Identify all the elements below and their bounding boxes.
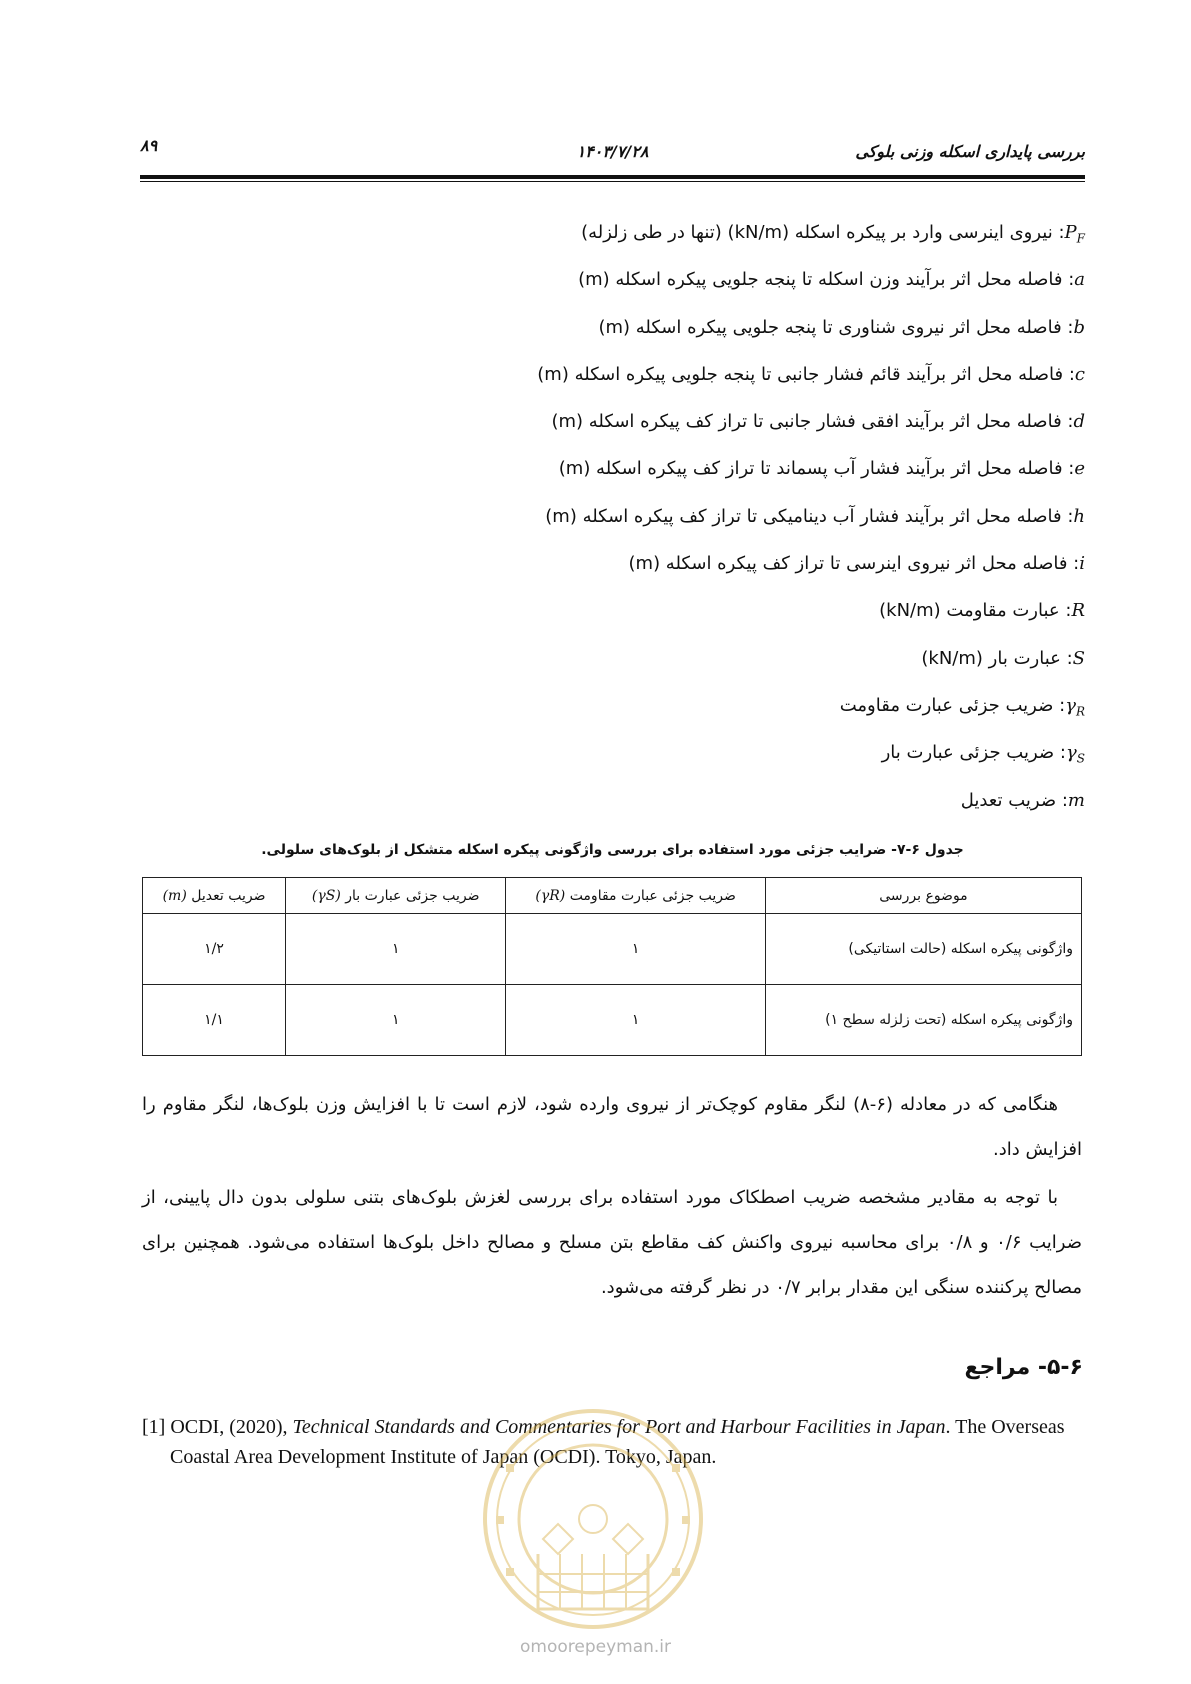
definition-item bbox=[537, 452, 1085, 499]
running-title: بررسی پایداری اسکله وزنی بلوکی bbox=[855, 142, 1085, 161]
definition-symbol: d bbox=[1073, 411, 1085, 433]
table-header-cell: موضوع بررسی bbox=[765, 878, 1081, 914]
reference-entry: [1] OCDI, (2020), Technical Standards and Commentaries for Port and Harbour Facilities in Japan. The Overseas Coastal Area Development Institute of Japan (OCDI). Tokyo, Japan. bbox=[142, 1416, 1065, 1468]
table-caption: جدول ۶-۷- ضرایب جزئی مورد استفاده برای بررسی واژگونی پیکره اسکله متشکل از بلوک‌های سلولی. bbox=[261, 842, 964, 858]
header-date: ۱۴۰۳/۷/۲۸ bbox=[576, 142, 649, 161]
definition-symbol: b bbox=[1073, 316, 1085, 338]
table-header-row bbox=[143, 878, 1082, 914]
definition-text: : نیروی اینرسی وارد بر پیکره اسکله (kN/m) (تنها در طی زلزله) bbox=[581, 222, 1065, 243]
table-cell: ۱/۱ bbox=[143, 985, 286, 1056]
table-row bbox=[143, 914, 1082, 985]
definition-item bbox=[537, 547, 1085, 594]
definition-symbol: e bbox=[1074, 458, 1085, 480]
definition-item bbox=[537, 311, 1085, 358]
definition-symbol: $\gamma_R$ bbox=[1065, 694, 1085, 719]
definition-item bbox=[537, 736, 1085, 783]
table-cell: ۱ bbox=[286, 985, 506, 1056]
definition-text: : فاصله محل اثر برآیند فشار آب دینامیکی تا تراز کف پیکره اسکله (m) bbox=[545, 505, 1074, 527]
definition-symbol: m bbox=[1067, 789, 1085, 811]
definition-item bbox=[537, 263, 1085, 310]
table-cell: ۱/۲ bbox=[143, 914, 286, 985]
definition-item bbox=[537, 642, 1085, 689]
definition-item bbox=[537, 689, 1085, 736]
table-header-cell: ضریب جزئی عبارت بار (γS) bbox=[286, 878, 506, 914]
definition-symbol: $P_F$ bbox=[1064, 222, 1085, 246]
definition-text: : فاصله محل اثر برآیند افقی فشار جانبی تا تراز کف پیکره اسکله (m) bbox=[551, 411, 1074, 433]
definition-symbol: S bbox=[1072, 647, 1085, 669]
table-cell: واژگونی پیکره اسکله (حالت استاتیکی) bbox=[765, 914, 1081, 985]
table-cell: ۱ bbox=[286, 914, 506, 985]
definition-text: : فاصله محل اثر برآیند وزن اسکله تا پنجه جلویی پیکره اسکله (m) bbox=[578, 269, 1075, 291]
definition-symbol: R bbox=[1071, 600, 1085, 622]
table-row bbox=[143, 985, 1082, 1056]
page-number: ۸۹ bbox=[140, 136, 158, 155]
page-header bbox=[140, 128, 1085, 178]
definition-text: : ضریب تعدیل bbox=[960, 789, 1068, 811]
definition-item bbox=[537, 784, 1085, 831]
definition-text: : ضریب جزئی عبارت مقاومت bbox=[839, 694, 1066, 716]
table-cell: ۱ bbox=[506, 914, 766, 985]
header-rule bbox=[140, 175, 1085, 179]
body-paragraph: هنگامی که در معادله (۶-۸) لنگر مقاوم کوچک‌تر از نیروی وارده شود، لازم است تا با افزایش وزن بلوک‌ها، لنگر مقاوم را افزایش داد. bbox=[142, 1094, 1082, 1160]
definition-item bbox=[537, 358, 1085, 405]
body-paragraph: با توجه به مقادیر مشخصه ضریب اصطکاک مورد استفاده برای بررسی لغزش بلوک‌های بتنی سلولی بدون دال پایینی، از ضرایب ۰/۶ و ۰/۸ برای محاسبه نیروی واکنش کف مقاطع بتن مسلح و مصالح داخل بلوک‌ها استفاده می‌شود. همچنین برای مصالح پرکننده سنگی این مقدار برابر ۰/۷ در نظر گرفته می‌شود. bbox=[142, 1187, 1083, 1298]
definition-item bbox=[537, 405, 1085, 452]
definition-item bbox=[537, 216, 1085, 263]
definition-text: : ضریب جزئی عبارت بار bbox=[881, 742, 1066, 764]
definition-symbol: a bbox=[1074, 269, 1085, 291]
definition-item bbox=[537, 594, 1085, 641]
table-header-cell: ضریب جزئی عبارت مقاومت (γR) bbox=[506, 878, 766, 914]
header-rule-thin bbox=[140, 181, 1085, 182]
table-cell: ۱ bbox=[506, 985, 766, 1056]
watermark-logo-icon bbox=[478, 1404, 708, 1674]
definition-text: : فاصله محل اثر برآیند قائم فشار جانبی تا پنجه جلویی پیکره اسکله (m) bbox=[537, 363, 1075, 385]
definition-item bbox=[537, 500, 1085, 547]
definition-symbol: h bbox=[1073, 505, 1085, 527]
definition-text: : فاصله محل اثر نیروی شناوری تا پنجه جلویی پیکره اسکله (m) bbox=[598, 316, 1074, 338]
definition-symbol: c bbox=[1074, 363, 1085, 385]
watermark-url: omoorepeyman.ir bbox=[519, 1637, 672, 1657]
partial-factors-table bbox=[142, 877, 1082, 1056]
definition-text: : فاصله محل اثر برآیند فشار آب پسماند تا تراز کف پیکره اسکله (m) bbox=[558, 458, 1075, 480]
definition-symbol: i bbox=[1079, 553, 1085, 575]
section-heading: ۵-۶- مراجع bbox=[964, 1355, 1083, 1380]
definition-symbol: $\gamma_S$ bbox=[1066, 742, 1085, 766]
symbol-definitions bbox=[537, 216, 1085, 831]
table-cell: واژگونی پیکره اسکله (تحت زلزله سطح ۱) bbox=[765, 985, 1081, 1056]
definition-text: : فاصله محل اثر نیروی اینرسی تا تراز کف پیکره اسکله (m) bbox=[628, 553, 1080, 575]
definition-text: : عبارت بار (kN/m) bbox=[921, 647, 1073, 669]
table-header-cell: ضریب تعدیل (m) bbox=[143, 878, 286, 914]
definition-text: : عبارت مقاومت (kN/m) bbox=[879, 600, 1072, 622]
